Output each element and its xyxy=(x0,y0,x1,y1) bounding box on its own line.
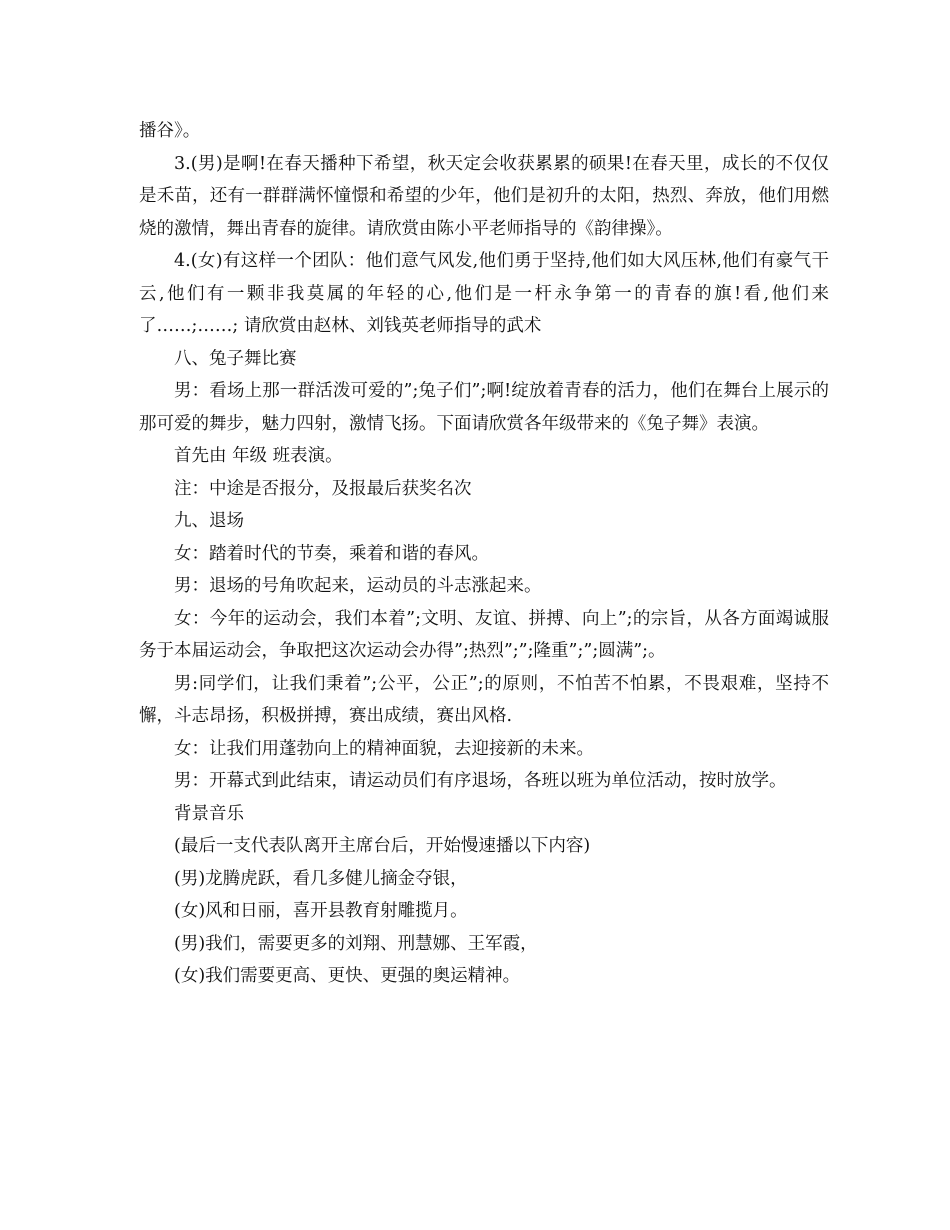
paragraph: (女)我们需要更高、更快、更强的奥运精神。 xyxy=(174,966,521,986)
paragraph: (最后一支代表队离开主席台后，开始慢速播以下内容) xyxy=(174,836,591,856)
paragraph: 男：开幕式到此结束，请运动员们有序退场，各班以班为单位活动，按时放学。 xyxy=(174,771,787,791)
paragraph: 女：踏着时代的节奏，乘着和谐的春风。 xyxy=(174,543,489,564)
paragraph-continuation: 播谷》。 xyxy=(139,121,201,141)
paragraph: 男:同学们，让我们秉着”;公平，公正”;的原则，不怕苦不怕累，不畏艰难，坚持不懈，斗志昂扬，积极拼搏，赛出成绩，赛出风格. xyxy=(139,673,829,726)
paragraph: 女：今年的运动会，我们本着”;文明、友谊、拼搏、向上”;的宗旨，从各方面竭诚服务于本届运动会，争取把这次运动会办得”;热烈”;”;隆重”;”;圆满”;。 xyxy=(139,608,829,661)
paragraph: 男：退场的号角吹起来，运动员的斗志涨起来。 xyxy=(174,576,542,596)
paragraph-item-4: 4.(女)有这样一个团队：他们意气风发,他们勇于坚持,他们如大风压林,他们有豪气干云,他们有一颗非我莫属的年轻的心,他们是一杆永争第一的青春的旗!看,他们来了……;……; 请欣赏由赵林、刘钱英老师指导的武术 xyxy=(139,251,829,336)
paragraph: (男)我们，需要更多的刘翔、刑慧娜、王军霞， xyxy=(174,933,538,954)
paragraph-heading: 背景音乐 xyxy=(174,803,244,824)
section-heading-9: 九、退场 xyxy=(174,511,244,531)
paragraph-note: 注：中途是否报分，及报最后获奖名次 xyxy=(174,478,472,499)
paragraph: 女：让我们用蓬勃向上的精神面貌，去迎接新的未来。 xyxy=(174,738,594,759)
paragraph: (女)风和日丽，喜开县教育射雕揽月。 xyxy=(174,901,468,921)
paragraph: (男)龙腾虎跃，看几多健儿摘金夺银， xyxy=(174,868,468,889)
section-heading-8: 八、兔子舞比赛 xyxy=(174,348,297,369)
document-body xyxy=(139,115,829,993)
paragraph: 首先由 年级 班表演。 xyxy=(174,446,343,466)
paragraph-item-3: 3.(男)是啊!在春天播种下希望，秋天定会收获累累的硕果!在春天里，成长的不仅仅是禾苗，还有一群群满怀憧憬和希望的少年，他们是初升的太阳，热烈、奔放，他们用燃烧的激情，舞出青春的旋律。请欣赏由陈小平老师指导的《韵律操》。 xyxy=(139,153,829,239)
paragraph: 男：看场上那一群活泼可爱的”;兔子们”;啊!绽放着青春的活力，他们在舞台上展示的那可爱的舞步，魅力四射，激情飞扬。下面请欣赏各年级带来的《兔子舞》表演。 xyxy=(139,381,829,434)
